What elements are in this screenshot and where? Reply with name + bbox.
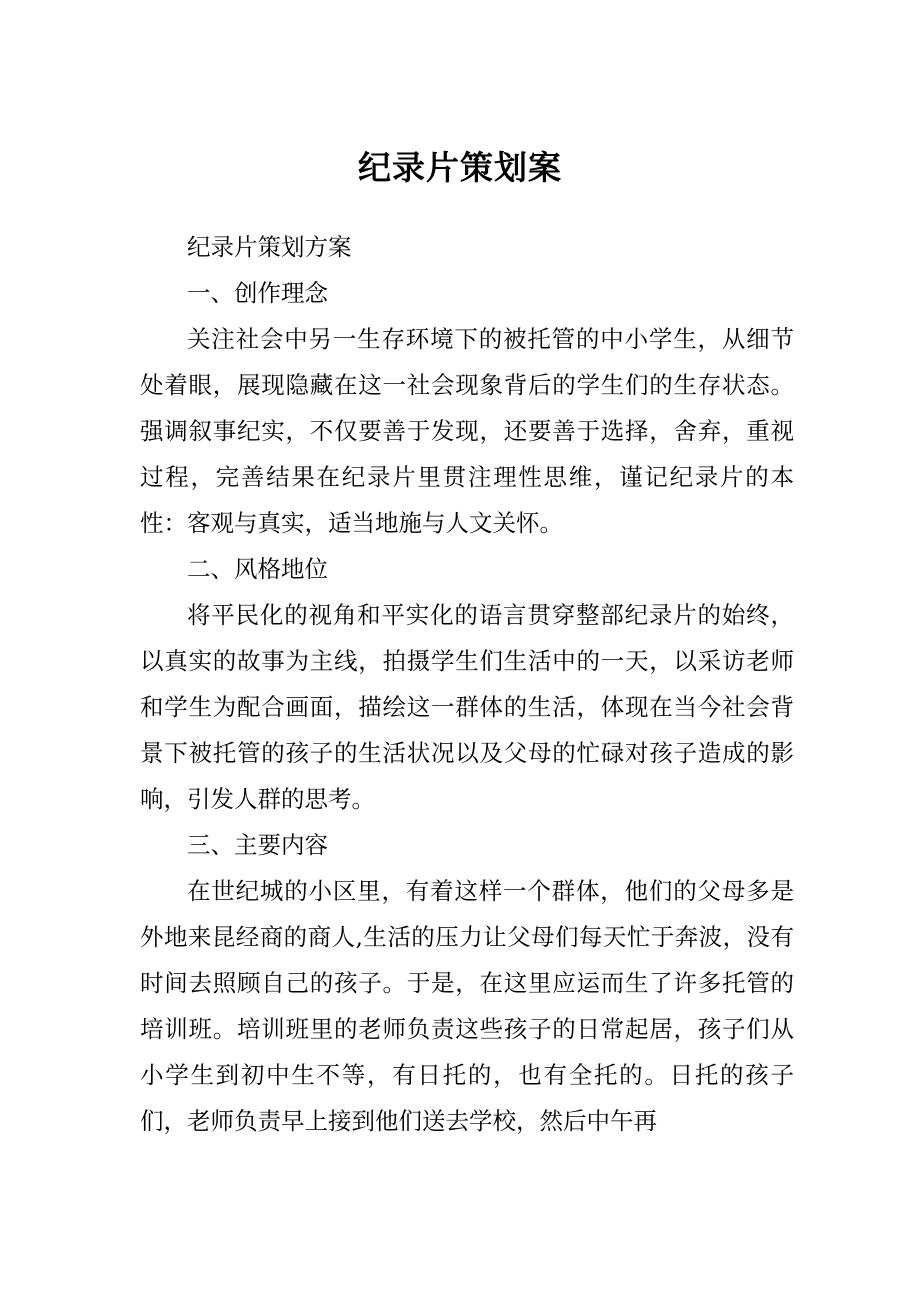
paragraph-style-position: 将平民化的视角和平实化的语言贯穿整部纪录片的始终，以真实的故事为主线，拍摄学生们生活中的一天，以采访老师和学生为配合画面，描绘这一群体的生活，体现在当今社会背景下被托管的孩子的生活状况以及父母的忙碌对孩子造成的影响，引发人群的思考。: [140, 601, 794, 813]
section-heading-2: 二、风格地位: [187, 555, 328, 583]
paragraph-main-content: 在世纪城的小区里，有着这样一个群体，他们的父母多是外地来昆经商的商人,生活的压力让父母们每天忙于奔波，没有时间去照顾自己的孩子。于是，在这里应运而生了许多托管的培训班。培训班里的老师负责这些孩子的日常起居，孩子们从小学生到初中生不等，有日托的，也有全托的。日托的孩子们，老师负责早上接到他们送去学校，然后中午再: [140, 877, 794, 1135]
document-title: 纪录片策划案: [358, 148, 562, 187]
paragraph-creative-concept: 关注社会中另一生存环境下的被托管的中小学生，从细节处着眼，展现隐藏在这一社会现象背后的学生们的生存状态。强调叙事纪实，不仅要善于发现，还要善于选择，舍弃，重视过程，完善结果在纪录片里贯注理性思维，谨记纪录片的本性：客观与真实，适当地施与人文关怀。: [140, 325, 794, 537]
document-body: [140, 224, 794, 1144]
paragraph-subtitle: 纪录片策划方案: [187, 233, 352, 261]
section-heading-3: 三、主要内容: [187, 831, 328, 859]
section-heading-1: 一、创作理念: [187, 279, 328, 307]
